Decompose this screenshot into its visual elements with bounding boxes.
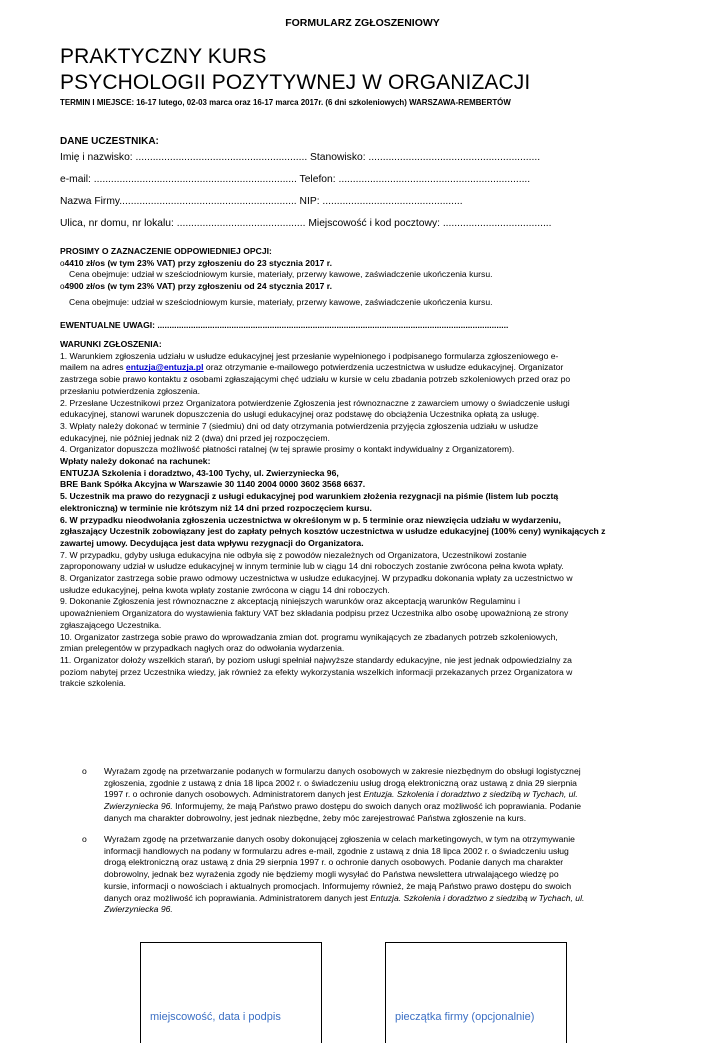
warunki-p6a: 6. W przypadku nieodwołania zgłoszenia uczestnictwa w określonym w p. 5 terminie oraz niewzięcia udziału w wydarzeniu, [60, 514, 561, 525]
warunki-p1c: zastrzega sobie prawo kontaktu z osobami zgłaszającymi chęć udziału w kursie w celu zbadania potrzeb szkoleniowych przed oraz po [60, 374, 571, 385]
field-name-position[interactable]: Imię i nazwisko: ............................................................ Stanowisko: ............................................................ [60, 152, 541, 163]
warunki-p1b [60, 362, 680, 374]
account-1: Wpłaty należy dokonać na rachunek: [60, 456, 211, 467]
uwagi-line[interactable] [60, 320, 680, 332]
warunki-p3a: 3. Wpłaty należy dokonać w terminie 7 (siedmiu) dni od daty otrzymania potwierdzenia przyjęcia zgłoszenia udziału w usłudze [60, 420, 539, 431]
consent-2-l1: Wyrażam zgodę na przetwarzanie danych osoby dokonującej zgłoszenia w celach marketingowych, w tym na otrzymywanie [104, 834, 575, 844]
warunki-p9b: upoważnieniem Organizatora do wystawienia faktury VAT bez składania podpisu przez Uczestnika albo osobę upoważnioną ze strony [60, 608, 569, 619]
stamp-label: pieczątka firmy (opcjonalnie) [395, 1011, 535, 1023]
c2-l6-pre: danych oraz możliwość ich poprawiania. Administratorem danych jest [104, 892, 371, 903]
warunki-p11b: poziom nabytej przez Uczestnika wiedzy, jak również za efekty wykorzystania wszelkich informacji przekazanych przez Organizatora w [60, 666, 573, 677]
consent-2-l6 [104, 893, 684, 905]
warunki-p10b: zmian prelegentów w przypadkach nagłych oraz do odwołania wydarzenia. [60, 643, 345, 654]
course-title [60, 44, 530, 96]
consent-1-l4 [104, 801, 684, 813]
consent-2-checkbox-icon[interactable]: o [82, 834, 87, 844]
option-1-desc: Cena obejmuje: udział w sześciodniowym kursie, materiały, przerwy kawowe, zaświadczenie ukończenia kursu. [69, 269, 493, 280]
consent-2-l7 [104, 904, 684, 916]
field-email-phone[interactable]: e-mail: ....................................................................... Telefon: ................................................................... [60, 174, 531, 185]
warunki-p1d: przesłaniu potwierdzenia zgłoszenia. [60, 385, 200, 396]
options-heading: PROSIMY O ZAZNACZENIE ODPOWIEDNIEJ OPCJI: [60, 246, 272, 256]
consent-1-l5: danych ma charakter dobrowolny, jest jednak niezbędne, żeby móc zarejestrować Państwa zgłoszenie na kurs. [104, 812, 527, 823]
field-company-nip[interactable]: Nazwa Firmy.............................................................. NIP: ................................................. [60, 196, 463, 207]
c1-l4-it: Zwierzyniecka 96. [104, 801, 173, 812]
consent-2 [104, 834, 684, 916]
warunki-p7b: zaproponowany udział w usłudze edukacyjnej w innym terminie lub w ciągu 14 dni roboczych zostanie zwrócona pełna kwota wpłaty. [60, 561, 564, 572]
account-3: BRE Bank Spółka Akcyjna w Warszawie 30 1140 2004 0000 3602 3568 6637. [60, 479, 366, 490]
consent-1-checkbox-icon[interactable]: o [82, 766, 87, 776]
warunki-p9c: zgłaszającego Uczestnika. [60, 619, 162, 630]
signature-box[interactable] [140, 942, 322, 1043]
field-address[interactable]: Ulica, nr domu, nr lokalu: ............................................. Miejscowość i kod pocztowy: ...................................... [60, 218, 552, 229]
radio-option-2-icon[interactable]: o [60, 282, 65, 292]
warunki-p6c: zawartej umowy. Decydująca jest data wpływu rezygnacji do Organizatora. [60, 537, 364, 548]
warunki-p8a: 8. Organizator zastrzega sobie prawo odmowy uczestnictwa w usłudze edukacyjnej. W przypadku dokonania wpłaty za uczestnictwo w [60, 573, 573, 584]
form-header: FORMULARZ ZGŁOSZENIOWY [285, 17, 440, 29]
options-section [60, 246, 680, 309]
warunki-p9a: 9. Dokonanie Zgłoszenia jest równoznaczne z akceptacją niniejszych warunków oraz akceptacją warunków Regulaminu i [60, 596, 521, 607]
title-line-1: PRAKTYCZNY KURS [60, 45, 267, 68]
warunki-section [60, 339, 680, 690]
dane-heading: DANE UCZESTNIKA: [60, 136, 159, 147]
consent-1-l2: zgłoszenia, zgodnie z ustawą z dnia 18 lipca 2002 r. o świadczeniu usług drogą elektroniczną oraz ustawą z dnia 29 sierpnia [104, 777, 577, 788]
option-1[interactable] [60, 258, 680, 270]
c2-l7-it: Zwierzyniecka 96. [104, 904, 173, 915]
c2-l6-it: Entuzja. Szkolenia i doradztwo z siedzibą w Tychach, ul. [370, 892, 585, 903]
warunki-heading: WARUNKI ZGŁOSZENIA: [60, 339, 162, 349]
consent-1-l1: Wyrażam zgodę na przetwarzanie podanych w formularzu danych osobowych w zakresie niezbędnym do obsługi logistycznej [104, 766, 581, 776]
title-line-2: PSYCHOLOGII POZYTYWNEJ W ORGANIZACJI [60, 71, 531, 94]
p1b-post: oraz otrzymanie e-mailowego potwierdzenia uczestnictwa w usłudze edukacyjnej. Organizator [203, 362, 564, 373]
consent-2-l4: dobrowolny, jednak bez wyrażenia zgody nie będziemy mogli wysyłać do Państwa newslettera utrwalającego wiedzę po [104, 869, 559, 880]
signature-label: miejscowość, data i podpis [150, 1011, 281, 1023]
warunki-p11a: 11. Organizator dołoży wszelkich starań, by poziom usługi spełniał najwyższe standardy edukacyjne, nie jest jednak odpowiedzialny za [60, 654, 572, 665]
consent-1 [104, 766, 684, 825]
option-2[interactable] [60, 281, 680, 293]
termin-line: TERMIN I MIEJSCE: 16-17 lutego, 02-03 marca oraz 16-17 marca 2017r. (6 dni szkoleniowych) WARSZAWA-REMBERTÓW [60, 98, 511, 107]
warunki-p5a: 5. Uczestnik ma prawo do rezygnacji z usługi edukacyjnej pod warunkiem złożenia rezygnacji na piśmie (listem lub pocztą [60, 491, 559, 502]
c1-l3-it: Entuzja. Szkolenia i doradztwo z siedzibą w Tychach, ul. [363, 789, 578, 800]
warunki-p2a: 2. Przesłane Uczestnikowi przez Organizatora potwierdzenie Zgłoszenia jest równoznaczne z zawarciem umowy o świadczenie usługi [60, 397, 570, 408]
consent-1-l3 [104, 789, 684, 801]
option-2-price: 4900 zł/os (w tym 23% VAT) przy zgłoszeniu od 24 stycznia 2017 r. [64, 281, 333, 292]
warunki-p5b: elektroniczną) w terminie nie krótszym niż 14 dni przed rozpoczęciem kursu. [60, 502, 372, 513]
c1-l4-post: Informujemy, że mają Państwo prawo dostępu do swoich danych oraz możliwość ich poprawiania. Podanie [172, 801, 582, 812]
email-link[interactable]: entuzja@entuzja.pl [125, 362, 204, 373]
warunki-p8b: usłudze edukacyjnej, pełna kwota wpłaty zostanie zwrócona w ciągu 14 dni roboczych. [60, 584, 390, 595]
stamp-box[interactable] [385, 942, 567, 1043]
warunki-p2b: edukacyjnej, stanowi warunek dopuszczenia do usługi edukacyjnej oraz podstawę do obciążenia Uczestnika opłatą za usługę. [60, 409, 540, 420]
uwagi-text: EWENTUALNE UWAGI: ................................................................................................................................................... [60, 320, 509, 330]
account-2: ENTUZJA Szkolenia i doradztwo, 43-100 Tychy, ul. Zwierzyniecka 96, [60, 467, 339, 478]
consent-2-l5: kursie, informacji o nowościach i aktualnych promocjach. Informujemy również, że mają Państwo prawo dostępu do swoich [104, 880, 572, 891]
warunki-p4: 4. Organizator dopuszcza możliwość płatności ratalnej (w tej sprawie prosimy o kontakt indywidualny z Organizatorem). [60, 444, 515, 455]
warunki-p10a: 10. Organizator zastrzega sobie prawo do wprowadzania zmian dot. programu wynikających ze zbadanych potrzeb szkoleniowych, [60, 631, 558, 642]
consent-2-l2: informacji handlowych na podany w formularzu adres e-mail, zgodnie z ustawą z dnia 18 lipca 2002 r. o świadczeniu usług [104, 845, 569, 856]
warunki-p1a: 1. Warunkiem zgłoszenia udziału w usłudze edukacyjnej jest przesłanie wypełnionego i podpisanego formularza zgłoszeniowego e- [60, 350, 559, 361]
warunki-p11c: trakcie szkolenia. [60, 678, 126, 689]
warunki-p7a: 7. W przypadku, gdyby usługa edukacyjna nie odbyła się z powodów niezależnych od Organizatora, Uczestnikowi zostanie [60, 549, 527, 560]
warunki-p6b: zgłaszający Uczestnik zobowiązany jest do zapłaty pełnych kosztów uczestnictwa w usłudze edukacyjnej (100% ceny) wynikających z [60, 526, 606, 537]
option-1-price: 4410 zł/os (w tym 23% VAT) przy zgłoszeniu do 23 stycznia 2017 r. [64, 257, 333, 268]
option-2-desc: Cena obejmuje: udział w sześciodniowym kursie, materiały, przerwy kawowe, zaświadczenie ukończenia kursu. [69, 296, 493, 307]
p1b-pre: mailem na adres [60, 362, 126, 373]
warunki-p3b: edukacyjnej, nie później jednak niż 2 (dwa) dni przed jej rozpoczęciem. [60, 432, 330, 443]
consent-2-l3: drogą elektroniczną oraz ustawą z dnia 29 sierpnia 1997 r. o ochronie danych osobowych. Podanie danych ma charakter [104, 857, 564, 868]
c1-l3-pre: 1997 r. o ochronie danych osobowych. Administratorem danych jest [104, 789, 364, 800]
radio-option-1-icon[interactable]: o [60, 258, 65, 268]
